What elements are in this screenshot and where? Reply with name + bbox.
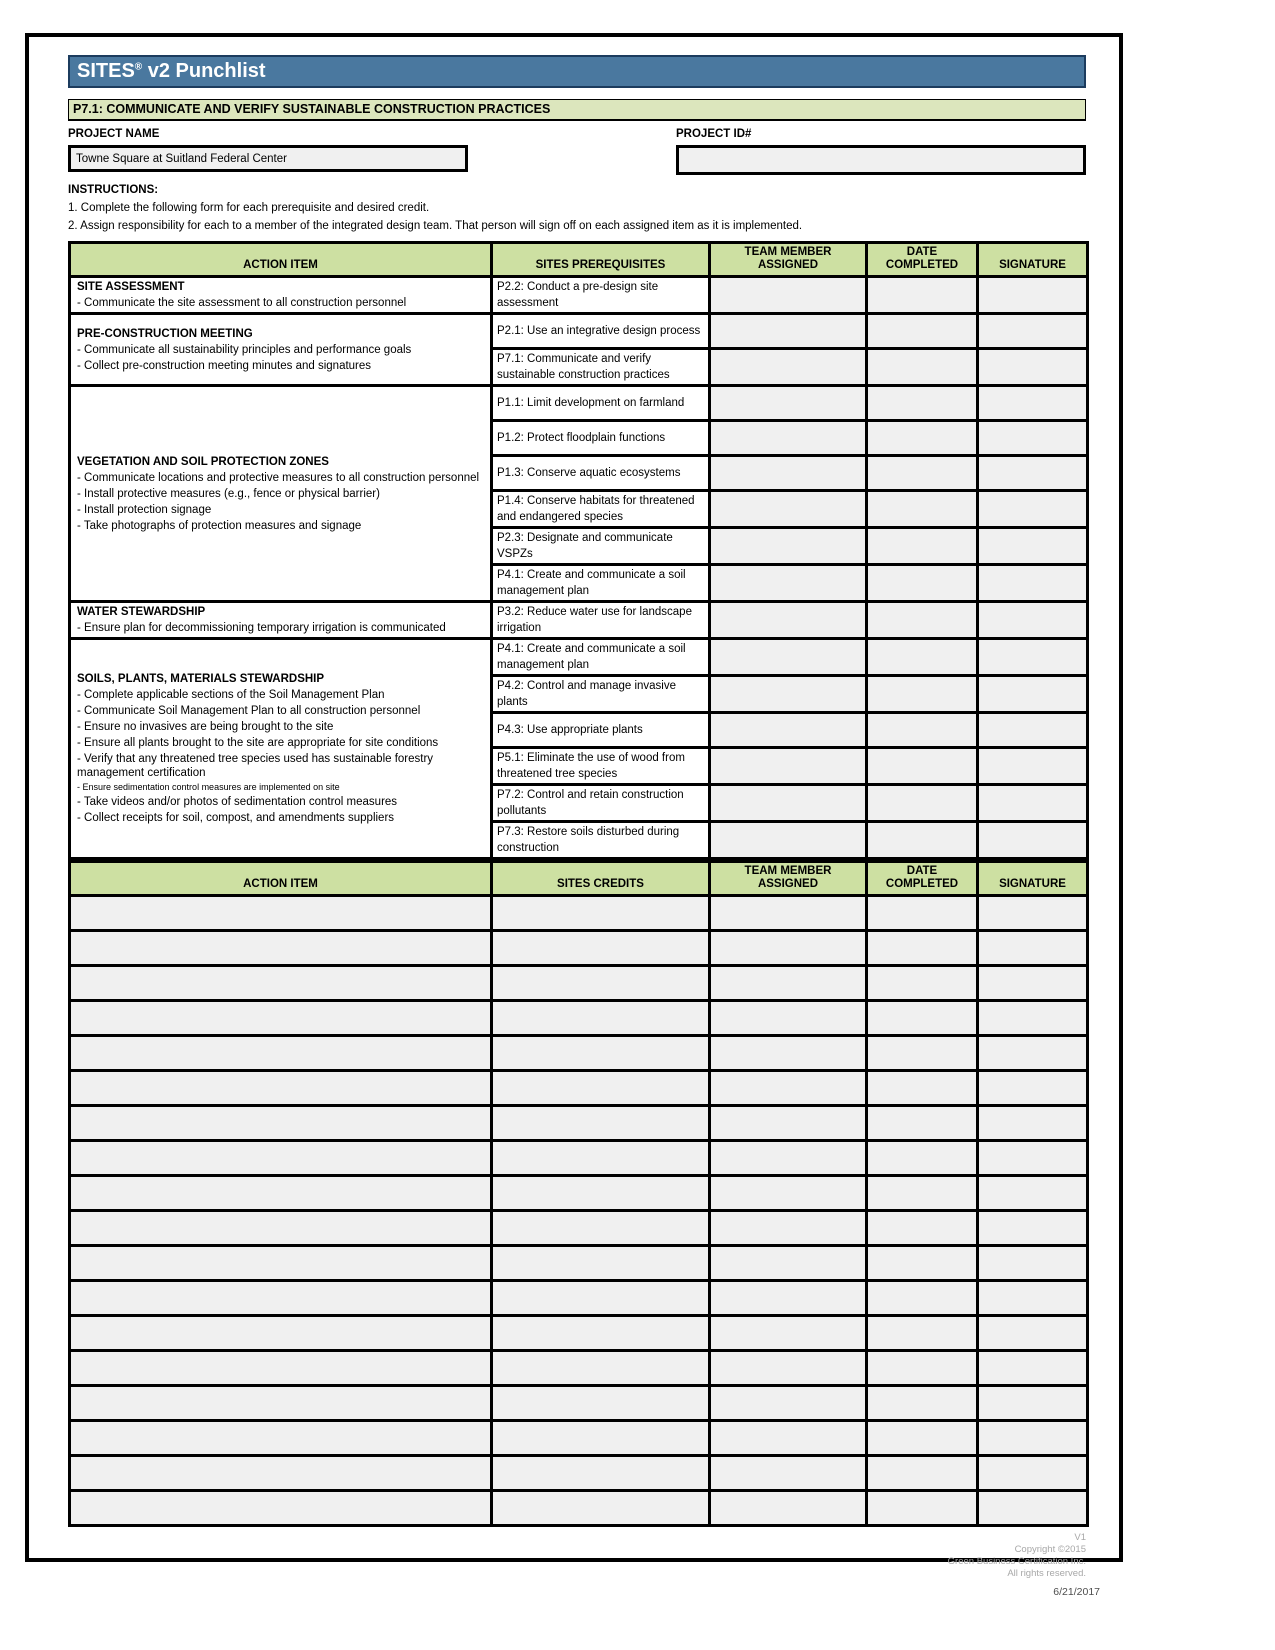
credit-sites-credit-cell[interactable]	[492, 1176, 710, 1211]
credit-action-cell[interactable]	[70, 1386, 492, 1421]
credit-action-cell[interactable]	[70, 1281, 492, 1316]
date-completed-cell[interactable]	[867, 1141, 978, 1176]
action-item-header: ACTION ITEM	[70, 243, 492, 277]
credits-empty-row	[70, 1421, 1088, 1456]
credits-empty-row	[70, 931, 1088, 966]
credit-action-cell[interactable]	[70, 1316, 492, 1351]
footer-block	[68, 1532, 1086, 1580]
date-completed-cell[interactable]	[867, 1176, 978, 1211]
credit-sites-credit-cell[interactable]	[492, 1316, 710, 1351]
team-member-cell[interactable]	[710, 421, 867, 456]
credit-sites-credit-cell[interactable]	[492, 931, 710, 966]
signature-cell[interactable]	[978, 1316, 1088, 1351]
date-completed-cell[interactable]	[867, 456, 978, 491]
credit-sites-credit-cell[interactable]	[492, 1351, 710, 1386]
footer-copyright: Copyright ©2015	[1014, 1544, 1086, 1555]
date-completed-cell[interactable]	[867, 386, 978, 421]
prerequisites-table	[68, 241, 1089, 860]
team-member-cell[interactable]	[710, 966, 867, 1001]
team-member-cell[interactable]	[710, 456, 867, 491]
credits-empty-row	[70, 1106, 1088, 1141]
credit-sites-credit-cell[interactable]	[492, 1386, 710, 1421]
credits-empty-row	[70, 896, 1088, 931]
project-name-value: Towne Square at Suitland Federal Center	[76, 152, 287, 165]
credit-action-cell[interactable]	[70, 1211, 492, 1246]
date-completed-cell[interactable]	[867, 421, 978, 456]
team-member-cell[interactable]	[710, 528, 867, 565]
action-group-pre-construction-meeting: PRE-CONSTRUCTION MEETING - Communicate all sustainability principles and performance goals - Collect pre-construction meeting minutes and signatures	[70, 314, 492, 386]
prerequisite-cell: P7.3: Restore soils disturbed during construction	[492, 822, 710, 859]
team-member-cell[interactable]	[710, 1036, 867, 1071]
date-completed-cell[interactable]	[867, 1106, 978, 1141]
credit-sites-credit-cell[interactable]	[492, 1071, 710, 1106]
team-member-cell[interactable]	[710, 713, 867, 748]
signature-header: SIGNATURE	[978, 243, 1088, 277]
date-completed-cell[interactable]	[867, 713, 978, 748]
instructions-block	[68, 184, 1086, 232]
credits-empty-row	[70, 1351, 1088, 1386]
credit-sites-credit-cell[interactable]	[492, 1246, 710, 1281]
credit-action-cell[interactable]	[70, 1036, 492, 1071]
action-group-water-stewardship: WATER STEWARDSHIP - Ensure plan for decommissioning temporary irrigation is communicated	[70, 602, 492, 639]
credit-sites-credit-cell[interactable]	[492, 1456, 710, 1491]
credit-action-cell[interactable]	[70, 1176, 492, 1211]
signature-cell[interactable]	[978, 1351, 1088, 1386]
credits-header-row	[70, 862, 1088, 896]
credits-empty-row	[70, 1036, 1088, 1071]
date-completed-cell[interactable]	[867, 277, 978, 314]
date-completed-cell[interactable]	[867, 602, 978, 639]
credits-empty-row	[70, 1281, 1088, 1316]
date-completed-cell[interactable]	[867, 1421, 978, 1456]
prerequisites-header-row	[70, 243, 1088, 277]
project-fields-row	[68, 145, 1086, 175]
signature-header: SIGNATURE	[978, 862, 1088, 896]
prerequisite-cell: P2.1: Use an integrative design process	[492, 314, 710, 349]
team-member-cell[interactable]	[710, 1316, 867, 1351]
credit-action-cell[interactable]	[70, 931, 492, 966]
date-completed-cell[interactable]	[867, 491, 978, 528]
credit-action-cell[interactable]	[70, 1456, 492, 1491]
signature-cell[interactable]	[978, 1246, 1088, 1281]
footer-version: V1	[1074, 1532, 1086, 1543]
credit-action-cell[interactable]	[70, 896, 492, 931]
signature-cell[interactable]	[978, 931, 1088, 966]
sites-prerequisites-header: SITES PREREQUISITES	[492, 243, 710, 277]
credit-action-cell[interactable]	[70, 1421, 492, 1456]
instruction-line-2: 2. Assign responsibility for each to a member of the integrated design team. That person will sign off on each assigned item as it is implemented.	[68, 220, 803, 232]
action-item-header: ACTION ITEM	[70, 862, 492, 896]
credit-sites-credit-cell[interactable]	[492, 966, 710, 1001]
team-member-cell[interactable]	[710, 1456, 867, 1491]
prerequisite-cell: P5.1: Eliminate the use of wood from threatened tree species	[492, 748, 710, 785]
prerequisite-cell: P1.4: Conserve habitats for threatened and endangered species	[492, 491, 710, 528]
prerequisite-cell: P2.2: Conduct a pre-design site assessment	[492, 277, 710, 314]
signature-cell[interactable]	[978, 421, 1088, 456]
date-completed-cell[interactable]	[867, 966, 978, 1001]
signature-cell[interactable]	[978, 639, 1088, 676]
signature-cell[interactable]	[978, 1281, 1088, 1316]
credits-empty-row	[70, 1211, 1088, 1246]
date-completed-header: DATE COMPLETED	[867, 862, 978, 896]
date-completed-cell[interactable]	[867, 748, 978, 785]
prerequisite-cell: P1.2: Protect floodplain functions	[492, 421, 710, 456]
credits-empty-row	[70, 1246, 1088, 1281]
date-completed-cell[interactable]	[867, 1491, 978, 1526]
credit-action-cell[interactable]	[70, 966, 492, 1001]
action-group-soils-plants-materials: SOILS, PLANTS, MATERIALS STEWARDSHIP - Complete applicable sections of the Soil Management Plan - Communicate Soil Management Plan to all construction personnel - Ensure no invasives are being brought to the site - Ensure all plants brought to the site are appropriate for site conditions - Verify that any threatened tree species used has sustainable forestry management certification - Ensure sedimentation control measures are implemented on site - Take videos and/or photos of sedimentation control measures - Collect receipts for soil, compost, and amendments suppliers	[70, 639, 492, 859]
date-completed-cell[interactable]	[867, 1211, 978, 1246]
team-member-cell[interactable]	[710, 1211, 867, 1246]
team-member-cell[interactable]	[710, 1246, 867, 1281]
signature-cell[interactable]	[978, 1106, 1088, 1141]
signature-cell[interactable]	[978, 528, 1088, 565]
signature-cell[interactable]	[978, 748, 1088, 785]
sites-credits-header: SITES CREDITS	[492, 862, 710, 896]
table-row	[70, 314, 1088, 349]
date-completed-header: DATE COMPLETED	[867, 243, 978, 277]
table-row	[70, 602, 1088, 639]
credits-empty-row	[70, 1001, 1088, 1036]
project-id-input[interactable]	[676, 145, 1086, 175]
prerequisite-cell: P7.2: Control and retain construction pollutants	[492, 785, 710, 822]
table-row	[70, 639, 1088, 676]
credits-table-body	[70, 896, 1088, 1526]
title-banner	[68, 55, 1086, 88]
date-completed-cell[interactable]	[867, 1281, 978, 1316]
prerequisite-cell: P7.1: Communicate and verify sustainable construction practices	[492, 349, 710, 386]
project-name-input[interactable]	[68, 145, 468, 172]
credit-action-cell[interactable]	[70, 1001, 492, 1036]
credits-empty-row	[70, 1456, 1088, 1491]
credits-empty-row	[70, 1071, 1088, 1106]
prerequisite-cell: P4.1: Create and communicate a soil management plan	[492, 639, 710, 676]
prerequisite-cell: P1.3: Conserve aquatic ecosystems	[492, 456, 710, 491]
credit-action-cell[interactable]	[70, 1141, 492, 1176]
team-member-cell[interactable]	[710, 277, 867, 314]
signature-cell[interactable]	[978, 1036, 1088, 1071]
team-member-cell[interactable]	[710, 748, 867, 785]
team-member-cell[interactable]	[710, 1351, 867, 1386]
date-completed-cell[interactable]	[867, 676, 978, 713]
date-completed-cell[interactable]	[867, 1246, 978, 1281]
date-completed-cell[interactable]	[867, 1316, 978, 1351]
date-completed-cell[interactable]	[867, 1351, 978, 1386]
signature-cell[interactable]	[978, 785, 1088, 822]
date-completed-cell[interactable]	[867, 639, 978, 676]
signature-cell[interactable]	[978, 1386, 1088, 1421]
signature-cell[interactable]	[978, 1421, 1088, 1456]
credits-empty-row	[70, 1316, 1088, 1351]
project-labels-row	[68, 128, 1086, 142]
date-completed-cell[interactable]	[867, 349, 978, 386]
credit-action-cell[interactable]	[70, 1106, 492, 1141]
section-heading-label: P7.1: COMMUNICATE AND VERIFY SUSTAINABLE CONSTRUCTION PRACTICES	[73, 102, 551, 116]
date-completed-cell[interactable]	[867, 822, 978, 859]
prerequisite-cell: P2.3: Designate and communicate VSPZs	[492, 528, 710, 565]
credits-empty-row	[70, 966, 1088, 1001]
team-member-header: TEAM MEMBER ASSIGNED	[710, 243, 867, 277]
team-member-cell[interactable]	[710, 1281, 867, 1316]
credit-sites-credit-cell[interactable]	[492, 1421, 710, 1456]
date-completed-cell[interactable]	[867, 565, 978, 602]
date-completed-cell[interactable]	[867, 1386, 978, 1421]
signature-cell[interactable]	[978, 1211, 1088, 1246]
signature-cell[interactable]	[978, 602, 1088, 639]
signature-cell[interactable]	[978, 1456, 1088, 1491]
credit-sites-credit-cell[interactable]	[492, 1001, 710, 1036]
credit-sites-credit-cell[interactable]	[492, 1491, 710, 1526]
team-member-cell[interactable]	[710, 386, 867, 421]
team-member-cell[interactable]	[710, 1001, 867, 1036]
instruction-line-1: 1. Complete the following form for each prerequisite and desired credit.	[68, 202, 430, 214]
footer-org: Green Business Certification Inc.	[947, 1556, 1086, 1567]
signature-cell[interactable]	[978, 456, 1088, 491]
credit-action-cell[interactable]	[70, 1071, 492, 1106]
project-name-label: PROJECT NAME	[68, 128, 160, 140]
credit-action-cell[interactable]	[70, 1351, 492, 1386]
team-member-cell[interactable]	[710, 1071, 867, 1106]
team-member-cell[interactable]	[710, 639, 867, 676]
signature-cell[interactable]	[978, 386, 1088, 421]
registered-mark: ®	[134, 61, 143, 73]
signature-cell[interactable]	[978, 1071, 1088, 1106]
credit-action-cell[interactable]	[70, 1491, 492, 1526]
signature-cell[interactable]	[978, 966, 1088, 1001]
title-brand: SITES	[77, 60, 135, 82]
signature-cell[interactable]	[978, 277, 1088, 314]
signature-cell[interactable]	[978, 676, 1088, 713]
credit-sites-credit-cell[interactable]	[492, 1141, 710, 1176]
team-member-cell[interactable]	[710, 349, 867, 386]
date-completed-cell[interactable]	[867, 1456, 978, 1491]
project-id-label: PROJECT ID#	[676, 128, 752, 140]
team-member-cell[interactable]	[710, 931, 867, 966]
team-member-cell[interactable]	[710, 1141, 867, 1176]
date-completed-cell[interactable]	[867, 785, 978, 822]
table-row	[70, 386, 1088, 421]
credits-empty-row	[70, 1176, 1088, 1211]
team-member-cell[interactable]	[710, 1176, 867, 1211]
date-completed-cell[interactable]	[867, 314, 978, 349]
signature-cell[interactable]	[978, 822, 1088, 859]
date-completed-cell[interactable]	[867, 1001, 978, 1036]
team-member-cell[interactable]	[710, 822, 867, 859]
team-member-cell[interactable]	[710, 1421, 867, 1456]
credit-action-cell[interactable]	[70, 1246, 492, 1281]
team-member-cell[interactable]	[710, 676, 867, 713]
prerequisite-cell: P1.1: Limit development on farmland	[492, 386, 710, 421]
signature-cell[interactable]	[978, 1176, 1088, 1211]
signature-cell[interactable]	[978, 1001, 1088, 1036]
credits-empty-row	[70, 1491, 1088, 1526]
date-completed-cell[interactable]	[867, 1071, 978, 1106]
instructions-heading: INSTRUCTIONS:	[68, 184, 159, 196]
team-member-cell[interactable]	[710, 1491, 867, 1526]
section-heading-bar	[68, 99, 1086, 121]
credits-empty-row	[70, 1386, 1088, 1421]
date-completed-cell[interactable]	[867, 1036, 978, 1071]
team-member-cell[interactable]	[710, 1106, 867, 1141]
date-completed-cell[interactable]	[867, 896, 978, 931]
action-group-vegetation-soil-protection: VEGETATION AND SOIL PROTECTION ZONES - Communicate locations and protective measures to all construction personnel - Install protective measures (e.g., fence or physical barrier) - Install protection signage - Take photographs of protection measures and signage	[70, 386, 492, 602]
signature-cell[interactable]	[978, 565, 1088, 602]
team-member-cell[interactable]	[710, 602, 867, 639]
credit-sites-credit-cell[interactable]	[492, 896, 710, 931]
team-member-cell[interactable]	[710, 896, 867, 931]
signature-cell[interactable]	[978, 1141, 1088, 1176]
team-member-cell[interactable]	[710, 565, 867, 602]
action-group-site-assessment: SITE ASSESSMENT - Communicate the site assessment to all construction personnel	[70, 277, 492, 314]
team-member-header: TEAM MEMBER ASSIGNED	[710, 862, 867, 896]
signature-cell[interactable]	[978, 896, 1088, 931]
title-rest: v2 Punchlist	[142, 60, 266, 82]
date-completed-cell[interactable]	[867, 931, 978, 966]
signature-cell[interactable]	[978, 1491, 1088, 1526]
credits-empty-row	[70, 1141, 1088, 1176]
footer-rights: All rights reserved.	[1007, 1568, 1086, 1579]
date-completed-cell[interactable]	[867, 528, 978, 565]
team-member-cell[interactable]	[710, 785, 867, 822]
credit-sites-credit-cell[interactable]	[492, 1211, 710, 1246]
signature-cell[interactable]	[978, 713, 1088, 748]
team-member-cell[interactable]	[710, 491, 867, 528]
credit-sites-credit-cell[interactable]	[492, 1106, 710, 1141]
signature-cell[interactable]	[978, 349, 1088, 386]
team-member-cell[interactable]	[710, 314, 867, 349]
table-row	[70, 277, 1088, 314]
credit-sites-credit-cell[interactable]	[492, 1281, 710, 1316]
prerequisite-cell: P4.3: Use appropriate plants	[492, 713, 710, 748]
credits-table	[68, 860, 1089, 1527]
credit-sites-credit-cell[interactable]	[492, 1036, 710, 1071]
signature-cell[interactable]	[978, 314, 1088, 349]
signature-cell[interactable]	[978, 491, 1088, 528]
prerequisite-cell: P4.1: Create and communicate a soil management plan	[492, 565, 710, 602]
print-date: 6/21/2017	[1053, 1586, 1100, 1598]
page-content	[68, 55, 1086, 1580]
prerequisite-cell: P4.2: Control and manage invasive plants	[492, 676, 710, 713]
team-member-cell[interactable]	[710, 1386, 867, 1421]
prerequisite-cell: P3.2: Reduce water use for landscape irrigation	[492, 602, 710, 639]
